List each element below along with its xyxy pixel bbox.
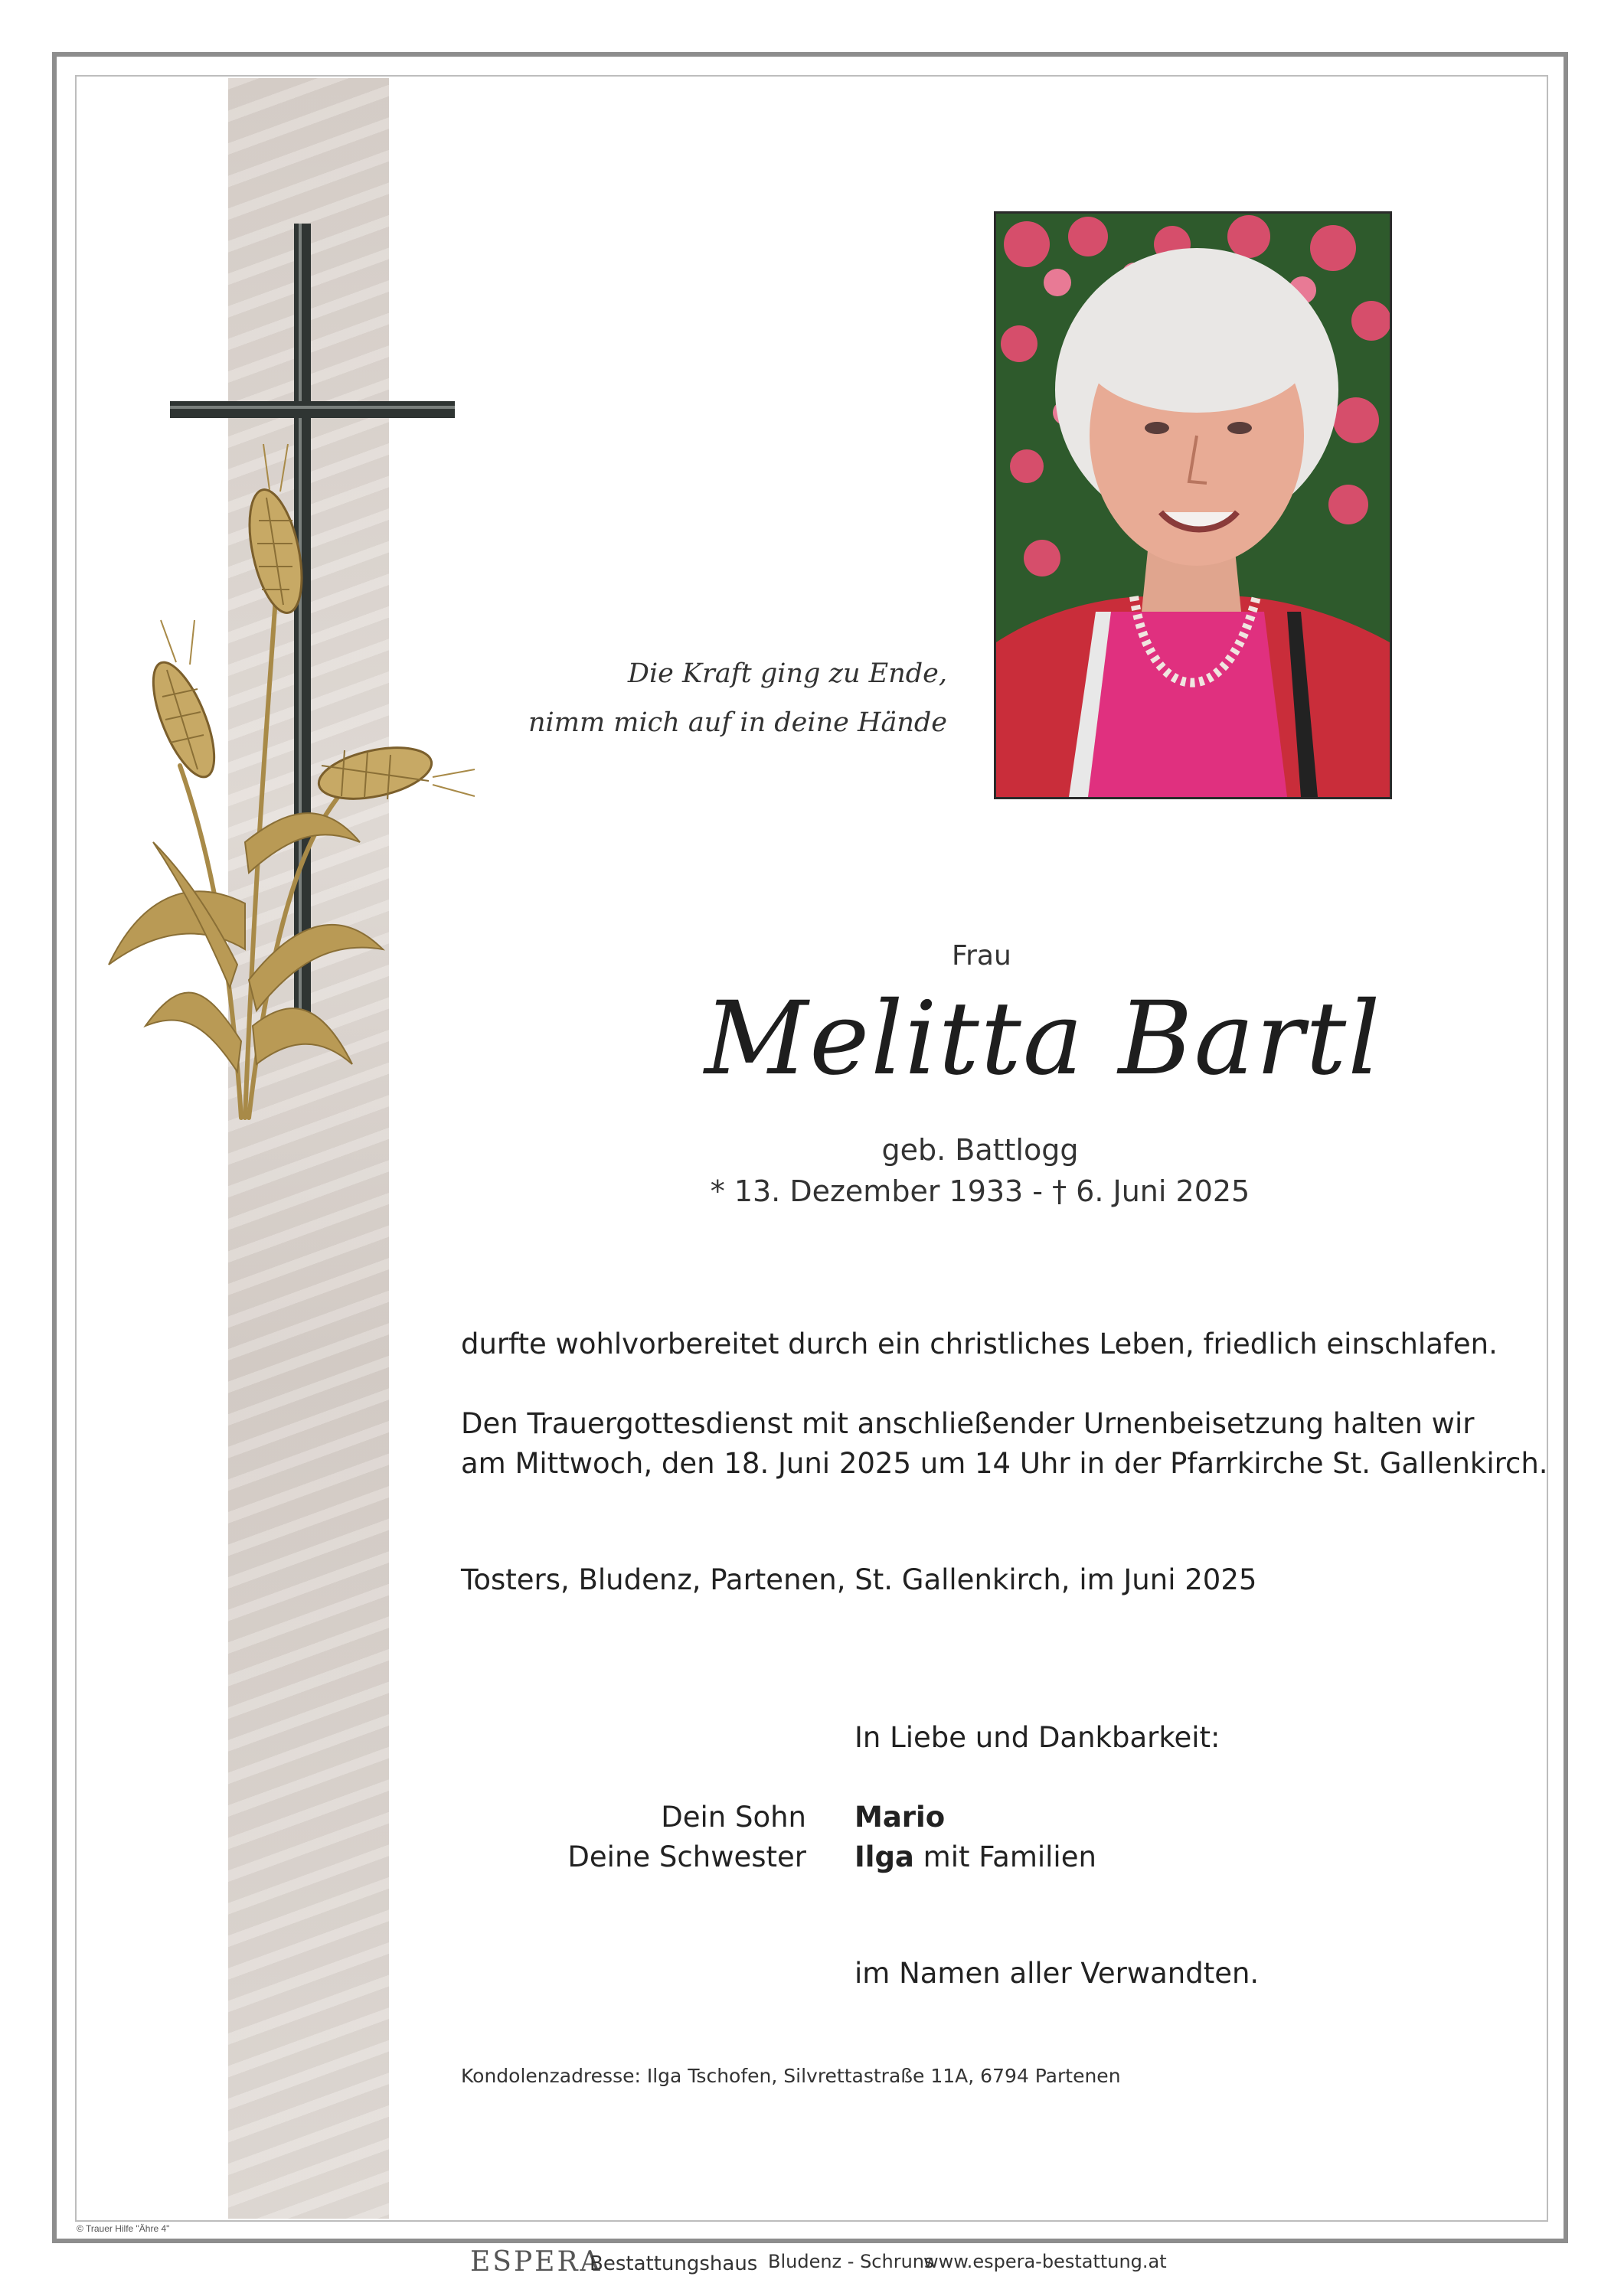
- places-date: Tosters, Bludenz, Partenen, St. Gallenkirch, im Juni 2025: [461, 1563, 1257, 1596]
- deceased-name: Melitta Bartl: [704, 980, 1382, 1098]
- footer-subtitle: Bestattungshaus: [590, 2252, 758, 2275]
- mourner-relation-1: Dein Sohn: [661, 1801, 806, 1834]
- copyright-note: © Trauer Hilfe "Ähre 4": [77, 2223, 170, 2234]
- quote-line-2: nimm mich auf in deine Hände: [528, 707, 947, 738]
- cross-with-wheat-icon: [92, 214, 490, 1164]
- salutation: Frau: [952, 940, 1011, 972]
- announcement-text: durfte wohlvorbereitet durch ein christliches Leben, friedlich einschlafen.: [461, 1328, 1498, 1360]
- footer-locations: Bludenz - Schruns: [768, 2251, 934, 2272]
- portrait-photo: [994, 211, 1392, 799]
- mourner-name-2: Ilga mit Familien: [854, 1840, 1096, 1873]
- mourner-name-1: Mario: [854, 1801, 946, 1834]
- footer-brand: ESPERA: [470, 2246, 603, 2278]
- footer-website[interactable]: www.espera-bestattung.at: [923, 2251, 1167, 2272]
- mourner-relation-2: Deine Schwester: [567, 1840, 806, 1873]
- gratitude-intro: In Liebe und Dankbarkeit:: [854, 1721, 1220, 1754]
- condolence-address: Kondolenzadresse: Ilga Tschofen, Silvrettastraße 11A, 6794 Partenen: [461, 2065, 1121, 2087]
- quote-line-1: Die Kraft ging zu Ende,: [627, 658, 947, 689]
- closing-line: im Namen aller Verwandten.: [854, 1957, 1260, 1990]
- life-dates: * 13. Dezember 1933 - † 6. Juni 2025: [710, 1174, 1250, 1208]
- maiden-name: geb. Battlogg: [881, 1133, 1079, 1167]
- service-text-line-1: Den Trauergottesdienst mit anschließender Urnenbeisetzung halten wir: [461, 1407, 1475, 1440]
- service-text-line-2: am Mittwoch, den 18. Juni 2025 um 14 Uhr in der Pfarrkirche St. Gallenkirch.: [461, 1447, 1548, 1480]
